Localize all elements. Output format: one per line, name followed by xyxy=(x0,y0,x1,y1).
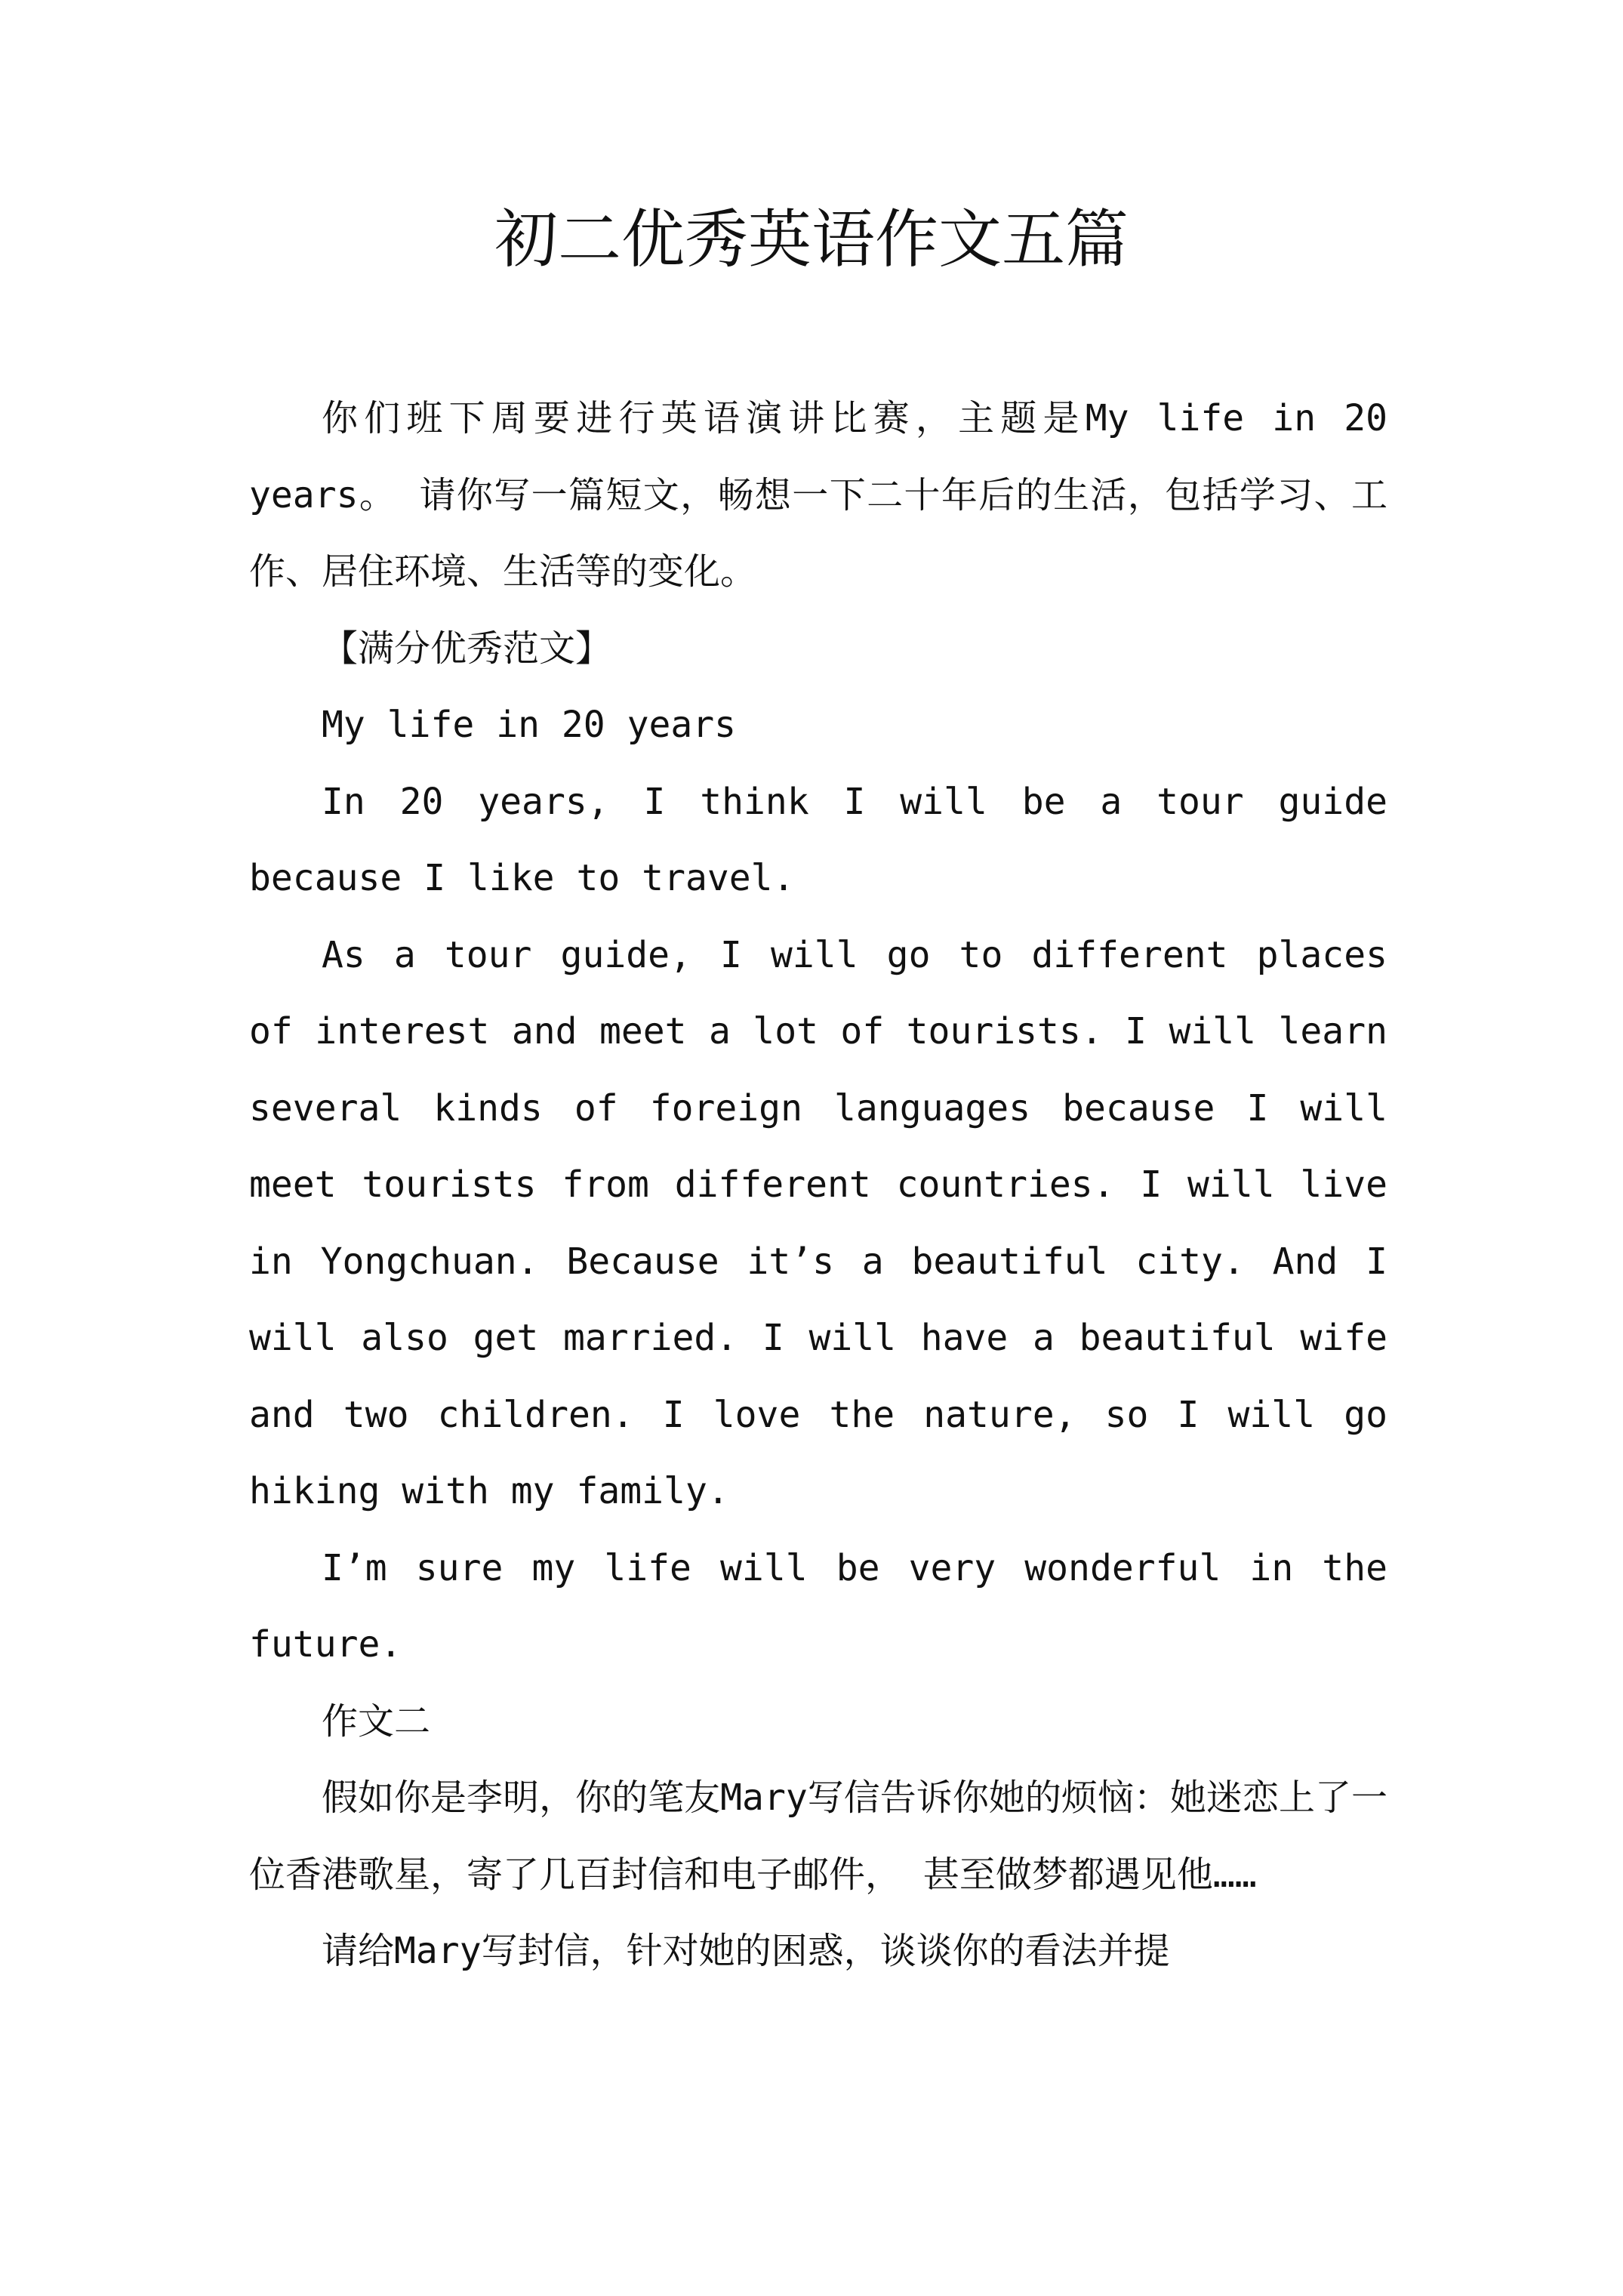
essay-paragraph: I’m sure my life will be very wonderful in the future. xyxy=(249,1546,1387,1666)
essay-title: My life in 20 years xyxy=(322,704,737,746)
section-heading-model-essay: 【满分优秀范文】 xyxy=(322,627,612,670)
prompt-paragraph: 请给Mary写封信，针对她的困惑，谈谈你的看法并提 xyxy=(322,1930,1170,1972)
prompt-paragraph: 假如你是李明，你的笔友Mary写信告诉你她的烦恼：她迷恋上了一位香港歌星，寄了几百封信和电子邮件， 甚至做梦都遇见他…… xyxy=(249,1777,1387,1896)
essay-paragraph: In 20 years, I think I will be a tour guide because I like to travel. xyxy=(249,780,1387,899)
section-heading-essay-two: 作文二 xyxy=(322,1700,431,1743)
prompt-paragraph: 你们班下周要进行英语演讲比赛，主题是My life in 20 years。 请你写一篇短文，畅想一下二十年后的生活，包括学习、工作、居住环境、生活等的变化。 xyxy=(249,397,1387,593)
document-title: 初二优秀英语作文五篇 xyxy=(494,202,1129,276)
document-body xyxy=(249,381,1387,1990)
essay-paragraph: As a tour guide, I will go to different places of interest and meet a lot of tourists. I will learn several kinds of foreign languages because I will meet tourists from different countries. I will live in Yongchuan. Because it’s a beautiful city. And I will also get married. I will have a beautiful wife and two children. I love the nature, so I will go hiking with my family. xyxy=(249,933,1387,1512)
